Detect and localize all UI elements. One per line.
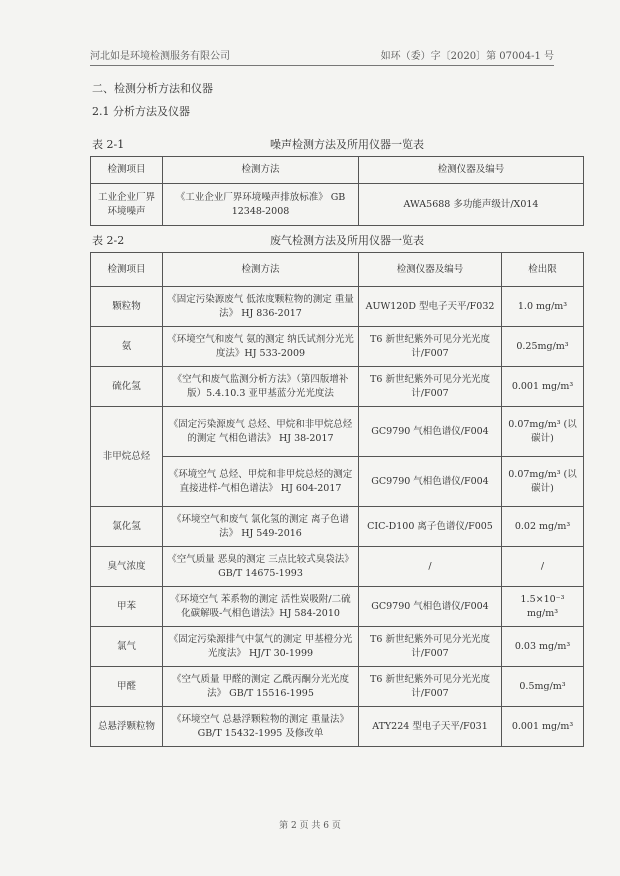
company-name: 河北如是环境检测服务有限公司 [90, 51, 230, 62]
row-method: 《环境空气和废气 氯化氢的测定 离子色谱法》 HJ 549-2016 [163, 507, 359, 547]
row-item: 氯化氢 [91, 507, 163, 547]
row-limit: 0.07mg/m³ (以碳计) [502, 457, 584, 507]
table1-instrument: AWA5688 多功能声级计/X014 [359, 184, 584, 226]
table-row [91, 327, 584, 367]
table2-header-item: 检测项目 [91, 253, 163, 287]
row-method: 《空气和废气监测分析方法》（第四版增补版）5.4.10.3 亚甲基蓝分光光度法 [163, 367, 359, 407]
page-footer: 第 2 页 共 6 页 [279, 821, 341, 831]
table2-header-limit: 检出限 [502, 253, 584, 287]
table-row [91, 587, 584, 627]
row-limit: 0.02 mg/m³ [502, 507, 584, 547]
row-method: 《固定污染源排气中氯气的测定 甲基橙分光光度法》 HJ/T 30-1999 [163, 627, 359, 667]
report-number: 如环（委）字〔2020〕第 07004-1 号 [380, 51, 554, 62]
table1-header-method: 检测方法 [163, 157, 359, 184]
table2-header-method: 检测方法 [163, 253, 359, 287]
row-instrument: T6 新世纪紫外可见分光光度计/F007 [359, 327, 502, 367]
row-instrument: GC9790 气相色谱仪/F004 [359, 457, 502, 507]
row-method: 《固定污染源废气 低浓度颗粒物的测定 重量法》 HJ 836-2017 [163, 287, 359, 327]
row-item: 颗粒物 [91, 287, 163, 327]
row-method: 《空气质量 甲醛的测定 乙酰丙酮分光光度法》 GB/T 15516-1995 [163, 667, 359, 707]
row-instrument: GC9790 气相色谱仪/F004 [359, 407, 502, 457]
row-limit: 0.07mg/m³ (以碳计) [502, 407, 584, 457]
row-instrument: GC9790 气相色谱仪/F004 [359, 587, 502, 627]
row-instrument: AUW120D 型电子天平/F032 [359, 287, 502, 327]
row-limit: 0.25mg/m³ [502, 327, 584, 367]
row-item: 非甲烷总烃 [91, 407, 163, 507]
page-header [90, 47, 554, 66]
table1-header-item: 检测项目 [91, 157, 163, 184]
table-row [91, 367, 584, 407]
table1-item: 工业企业厂界环境噪声 [91, 184, 163, 226]
row-instrument: T6 新世纪紫外可见分光光度计/F007 [359, 367, 502, 407]
table-row [91, 547, 584, 587]
table-row [91, 407, 584, 457]
row-instrument: CIC-D100 离子色谱仪/F005 [359, 507, 502, 547]
row-limit: 1.5×10⁻³ mg/m³ [502, 587, 584, 627]
table-row [91, 707, 584, 747]
row-limit: 0.001 mg/m³ [502, 707, 584, 747]
row-limit: 0.03 mg/m³ [502, 627, 584, 667]
row-method: 《环境空气 苯系物的测定 活性炭吸附/二硫化碳解吸-气相色谱法》HJ 584-2010 [163, 587, 359, 627]
row-limit: 1.0 mg/m³ [502, 287, 584, 327]
table-row [91, 507, 584, 547]
exhaust-gas-method-table [90, 252, 584, 747]
table-row [91, 627, 584, 667]
table1-method: 《工业企业厂界环境噪声排放标准》 GB 12348-2008 [163, 184, 359, 226]
table1-header-instrument: 检测仪器及编号 [359, 157, 584, 184]
row-instrument: T6 新世纪紫外可见分光光度计/F007 [359, 667, 502, 707]
row-method: 《环境空气 总悬浮颗粒物的测定 重量法》 GB/T 15432-1995 及修改单 [163, 707, 359, 747]
subsection-title: 2.1 分析方法及仪器 [92, 105, 190, 118]
table-row [91, 667, 584, 707]
row-method: 《固定污染源废气 总烃、甲烷和非甲烷总烃的测定 气相色谱法》 HJ 38-2017 [163, 407, 359, 457]
row-item: 氯气 [91, 627, 163, 667]
row-limit: 0.001 mg/m³ [502, 367, 584, 407]
row-method: 《空气质量 恶臭的测定 三点比较式臭袋法》GB/T 14675-1993 [163, 547, 359, 587]
noise-method-table [90, 156, 584, 226]
row-instrument: / [359, 547, 502, 587]
table1-number: 表 2-1 [92, 138, 125, 151]
section-title: 二、检测分析方法和仪器 [92, 82, 213, 95]
row-method: 《环境空气和废气 氨的测定 纳氏试剂分光光度法》HJ 533-2009 [163, 327, 359, 367]
table2-caption [92, 232, 582, 248]
row-item: 氨 [91, 327, 163, 367]
row-item: 总悬浮颗粒物 [91, 707, 163, 747]
table1-caption [92, 136, 582, 152]
row-item: 臭气浓度 [91, 547, 163, 587]
row-limit: / [502, 547, 584, 587]
row-item: 甲醛 [91, 667, 163, 707]
row-method: 《环境空气 总烃、甲烷和非甲烷总烃的测定直接进样-气相色谱法》 HJ 604-2017 [163, 457, 359, 507]
row-limit: 0.5mg/m³ [502, 667, 584, 707]
table1-title: 噪声检测方法及所用仪器一览表 [270, 138, 424, 151]
row-item: 甲苯 [91, 587, 163, 627]
row-item: 硫化氢 [91, 367, 163, 407]
table2-header-instrument: 检测仪器及编号 [359, 253, 502, 287]
table-row [91, 457, 584, 507]
table-row [91, 287, 584, 327]
table2-number: 表 2-2 [92, 234, 125, 247]
row-instrument: ATY224 型电子天平/F031 [359, 707, 502, 747]
row-instrument: T6 新世纪紫外可见分光光度计/F007 [359, 627, 502, 667]
table2-title: 废气检测方法及所用仪器一览表 [270, 234, 424, 247]
